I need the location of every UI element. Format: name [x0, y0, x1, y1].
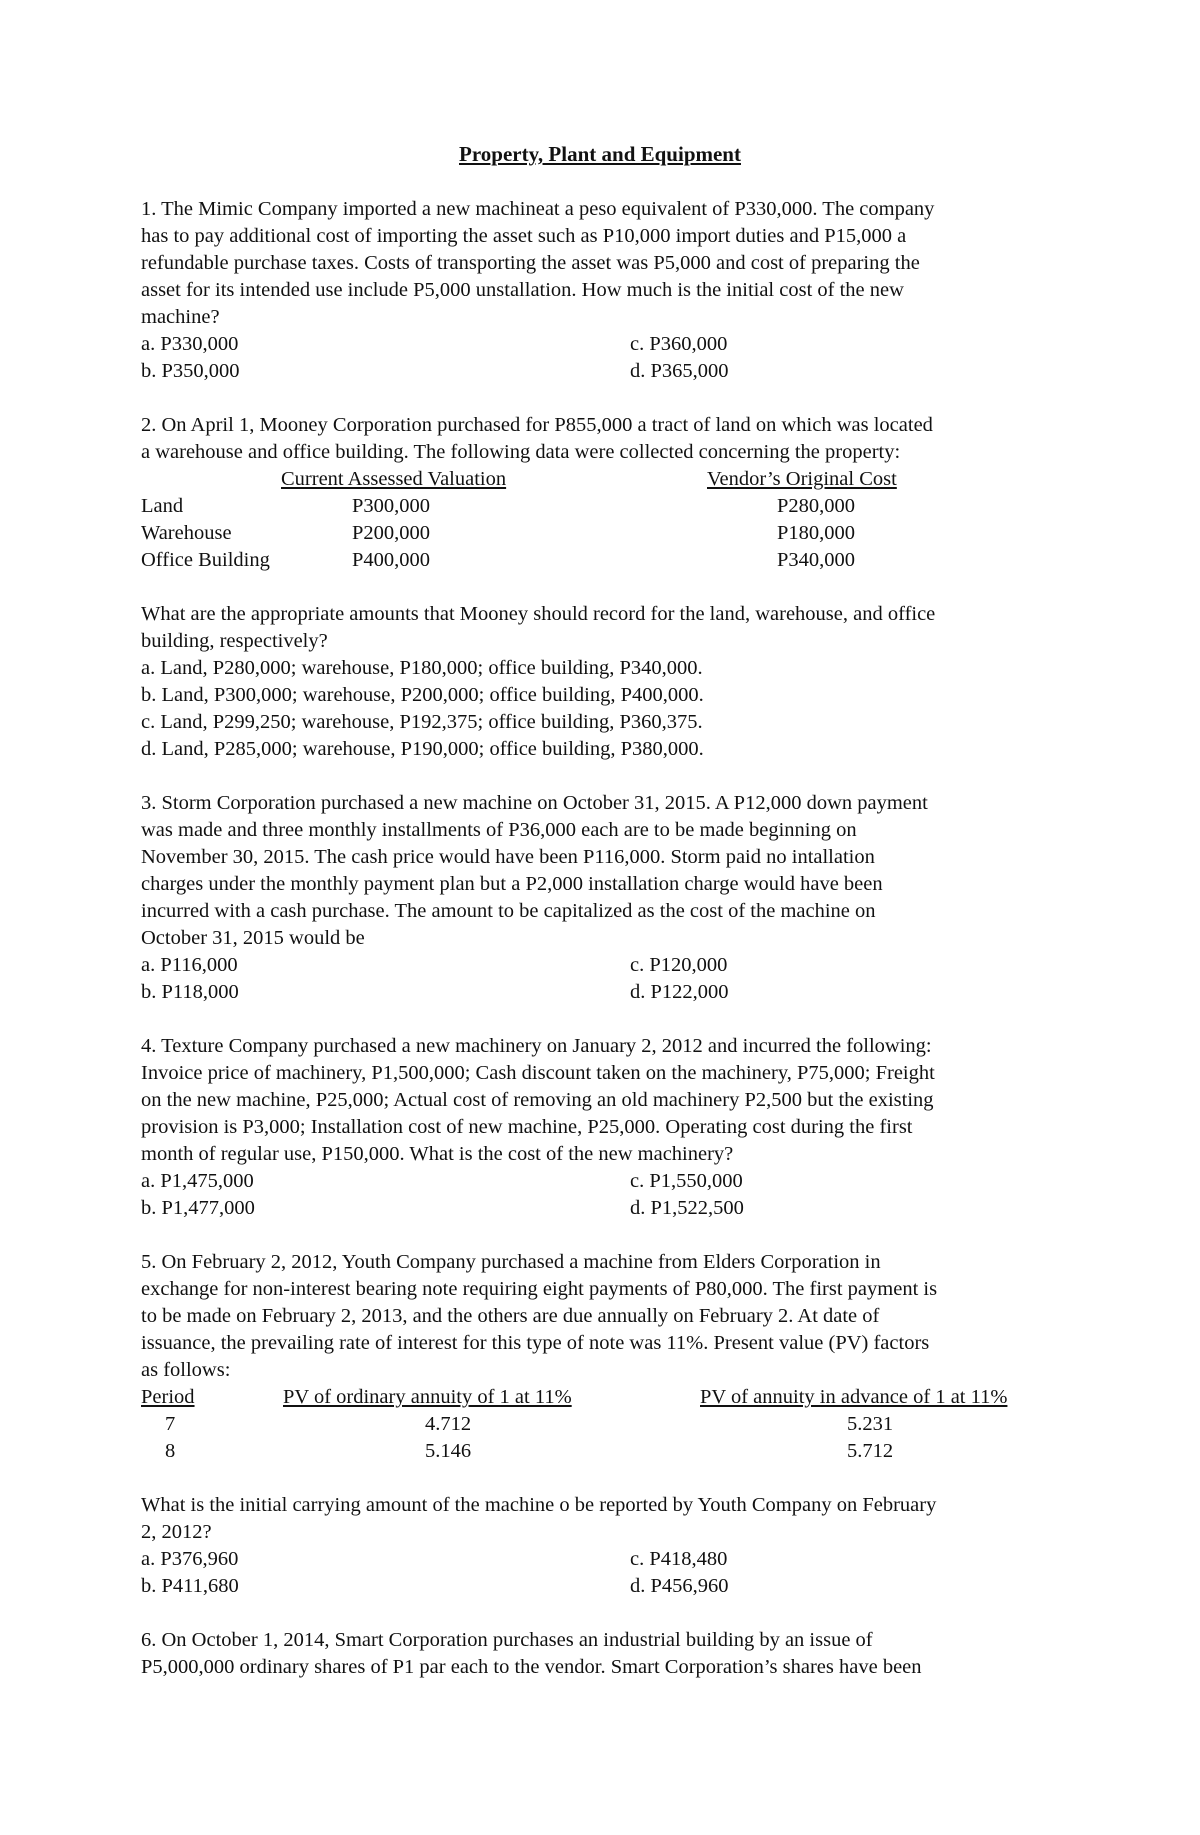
option-d: d. Land, P285,000; warehouse, P190,000; office building, P380,000. [141, 738, 704, 760]
original-cell: P180,000 [777, 522, 856, 544]
table-row [141, 1438, 1066, 1465]
option-d: d. P122,000 [630, 981, 729, 1003]
original-cell: P280,000 [777, 495, 856, 517]
text-line: exchange for non-interest bearing note requiring eight payments of P80,000. The first payment is [141, 1278, 938, 1300]
table-header-row [141, 466, 1066, 493]
assessed-cell: P300,000 [352, 495, 431, 517]
option-b: b. P118,000 [141, 981, 239, 1003]
header-ordinary: PV of ordinary annuity of 1 at 11% [283, 1386, 572, 1408]
option-c: c. P120,000 [630, 954, 728, 976]
question-2-stem [141, 412, 1066, 466]
text-line: 3. Storm Corporation purchased a new machine on October 31, 2015. A P12,000 down payment [141, 792, 928, 814]
assessed-cell: P400,000 [352, 549, 431, 571]
option-a: a. P1,475,000 [141, 1170, 254, 1192]
table-row [141, 493, 1066, 520]
text-line: refundable purchase taxes. Costs of transporting the asset was P5,000 and cost of preparing the [141, 252, 920, 274]
assessed-cell: P200,000 [352, 522, 431, 544]
header-advance: PV of annuity in advance of 1 at 11% [700, 1386, 1008, 1408]
text-line: 1. The Mimic Company imported a new machineat a peso equivalent of P330,000. The company [141, 198, 935, 220]
original-cell: P340,000 [777, 549, 856, 571]
option-c: c. P1,550,000 [630, 1170, 743, 1192]
period-cell: 8 [165, 1440, 176, 1462]
table-row [141, 520, 1066, 547]
text-line: incurred with a cash purchase. The amount to be capitalized as the cost of the machine on [141, 900, 876, 922]
question-4-stem [141, 1033, 1066, 1168]
text-line: as follows: [141, 1359, 231, 1381]
option-c: c. P360,000 [630, 333, 728, 355]
option-b: b. P1,477,000 [141, 1197, 255, 1219]
header-assessed: Current Assessed Valuation [281, 468, 507, 490]
text-line: 2, 2012? [141, 1521, 212, 1543]
item-cell: Land [141, 495, 184, 517]
text-line: machine? [141, 306, 220, 328]
option-d: d. P456,960 [630, 1575, 729, 1597]
advance-cell: 5.712 [847, 1440, 894, 1462]
question-1-stem [141, 196, 1066, 331]
table-header-row [141, 1384, 1066, 1411]
option-b: b. Land, P300,000; warehouse, P200,000; office building, P400,000. [141, 684, 704, 706]
text-line: What are the appropriate amounts that Mooney should record for the land, warehouse, and office [141, 603, 936, 625]
question-3-stem [141, 790, 1066, 952]
ordinary-cell: 4.712 [425, 1413, 472, 1435]
text-line: Invoice price of machinery, P1,500,000; Cash discount taken on the machinery, P75,000; Freight [141, 1062, 935, 1084]
option-a: a. Land, P280,000; warehouse, P180,000; office building, P340,000. [141, 657, 703, 679]
header-period: Period [141, 1386, 195, 1408]
option-a: a. P376,960 [141, 1548, 239, 1570]
text-line: provision is P3,000; Installation cost of new machine, P25,000. Operating cost during the first [141, 1116, 913, 1138]
text-line: to be made on February 2, 2013, and the others are due annually on February 2. At date of [141, 1305, 880, 1327]
question-5-options [141, 1546, 1066, 1600]
option-a: a. P116,000 [141, 954, 238, 976]
text-line: asset for its intended use include P5,000 unstallation. How much is the initial cost of the new [141, 279, 904, 301]
text-line: charges under the monthly payment plan but a P2,000 installation charge would have been [141, 873, 883, 895]
option-d: d. P365,000 [630, 360, 729, 382]
text-line: a warehouse and office building. The following data were collected concerning the property: [141, 441, 901, 463]
question-5-prompt [141, 1492, 1066, 1546]
option-b: b. P411,680 [141, 1575, 239, 1597]
item-cell: Office Building [141, 549, 270, 571]
header-original: Vendor’s Original Cost [707, 468, 897, 490]
text-line: issuance, the prevailing rate of interest for this type of note was 11%. Present value (PV) factors [141, 1332, 930, 1354]
text-line: 5. On February 2, 2012, Youth Company purchased a machine from Elders Corporation in [141, 1251, 881, 1273]
table-row [141, 547, 1066, 574]
item-cell: Warehouse [141, 522, 232, 544]
property-valuation-table [141, 466, 1066, 574]
text-line: November 30, 2015. The cash price would have been P116,000. Storm paid no intallation [141, 846, 875, 868]
ordinary-cell: 5.146 [425, 1440, 472, 1462]
period-cell: 7 [165, 1413, 176, 1435]
option-c: c. Land, P299,250; warehouse, P192,375; office building, P360,375. [141, 711, 703, 733]
text-line: on the new machine, P25,000; Actual cost of removing an old machinery P2,500 but the existing [141, 1089, 934, 1111]
text-line: 6. On October 1, 2014, Smart Corporation purchases an industrial building by an issue of [141, 1629, 873, 1651]
text-line: What is the initial carrying amount of the machine o be reported by Youth Company on February [141, 1494, 937, 1516]
table-row [141, 1411, 1066, 1438]
option-d: d. P1,522,500 [630, 1197, 744, 1219]
question-3-options [141, 952, 1066, 1006]
advance-cell: 5.231 [847, 1413, 894, 1435]
text-line: October 31, 2015 would be [141, 927, 365, 949]
pv-factor-table [141, 1384, 1066, 1465]
question-6-stem [141, 1627, 1066, 1681]
option-c: c. P418,480 [630, 1548, 728, 1570]
option-a: a. P330,000 [141, 333, 239, 355]
option-b: b. P350,000 [141, 360, 240, 382]
text-line: 2. On April 1, Mooney Corporation purchased for P855,000 a tract of land on which was located [141, 414, 933, 436]
text-line: has to pay additional cost of importing the asset such as P10,000 import duties and P15,000 a [141, 225, 907, 247]
question-5-stem [141, 1249, 1066, 1384]
text-line: building, respectively? [141, 630, 328, 652]
question-1-options [141, 331, 1066, 385]
question-2-prompt [141, 601, 1066, 763]
text-line: P5,000,000 ordinary shares of P1 par each to the vendor. Smart Corporation’s shares have been [141, 1656, 922, 1678]
text-line: was made and three monthly installments of P36,000 each are to be made beginning on [141, 819, 857, 841]
page-title: Property, Plant and Equipment [459, 142, 741, 166]
question-4-options [141, 1168, 1066, 1222]
text-line: month of regular use, P150,000. What is the cost of the new machinery? [141, 1143, 734, 1165]
text-line: 4. Texture Company purchased a new machinery on January 2, 2012 and incurred the following: [141, 1035, 932, 1057]
